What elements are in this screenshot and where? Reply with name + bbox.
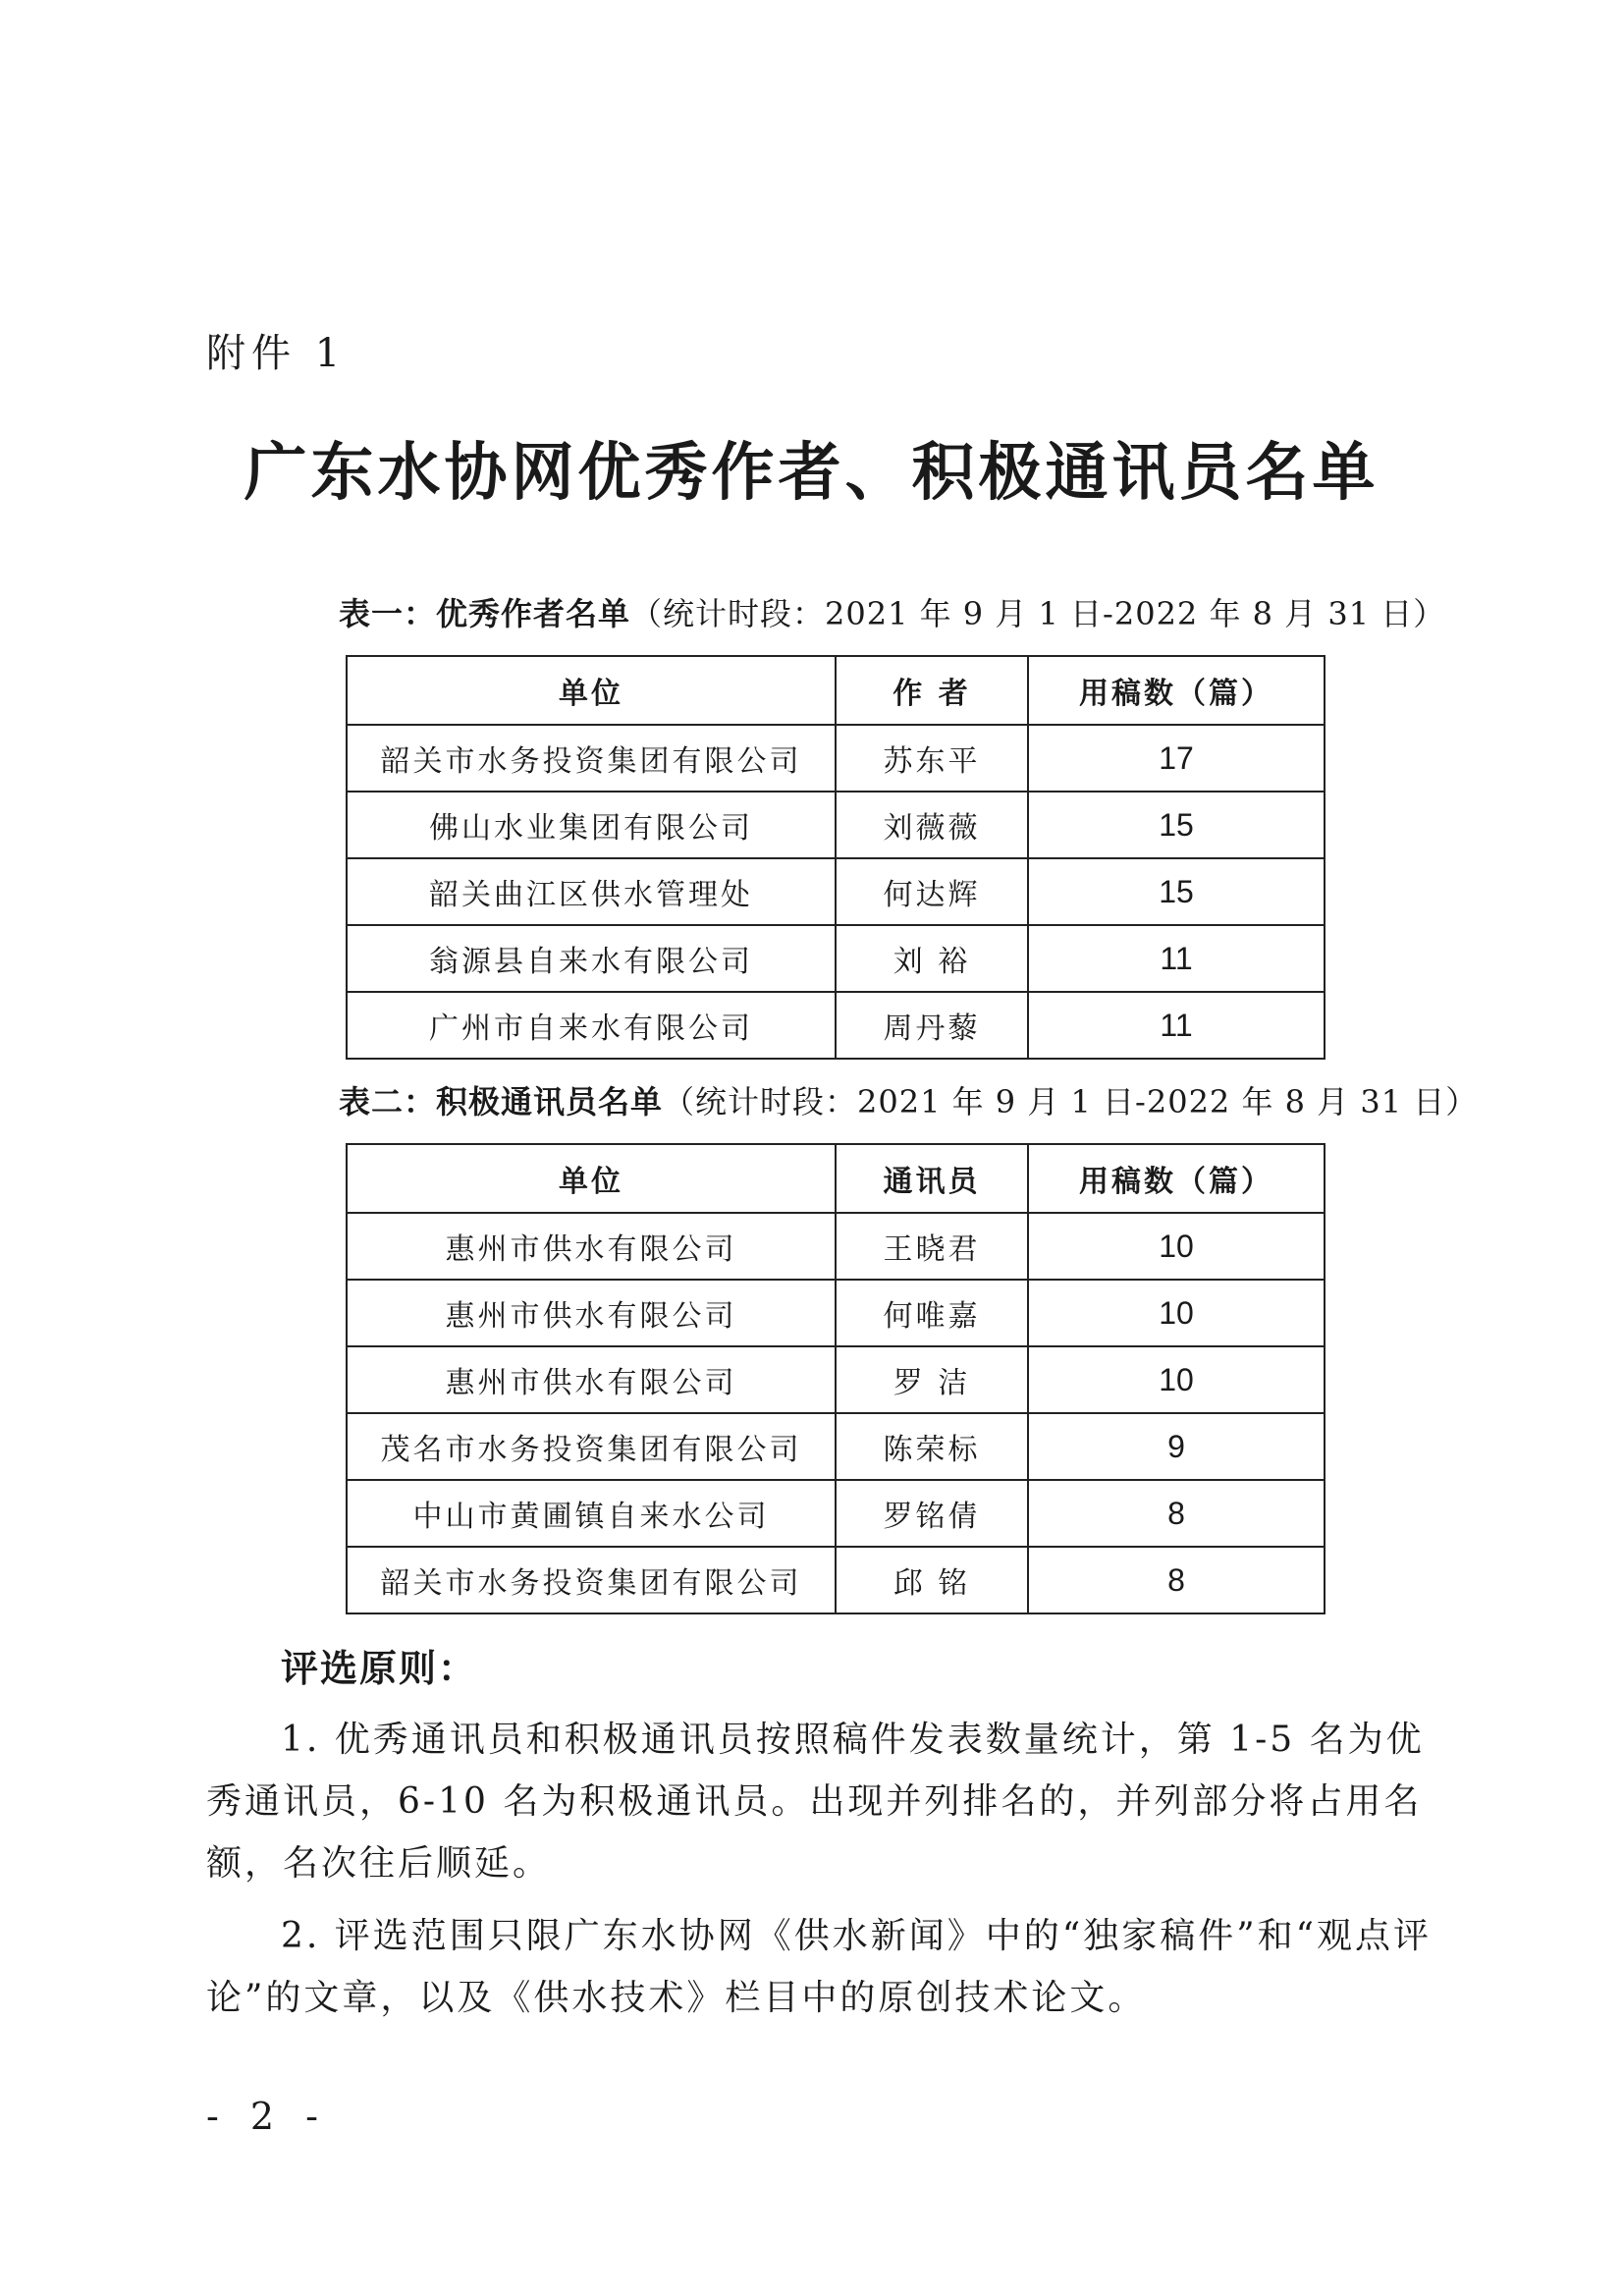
table-row xyxy=(347,792,1325,858)
table-row xyxy=(347,1413,1325,1480)
attachment-label: 附件 1 xyxy=(206,331,347,376)
table-row xyxy=(347,725,1325,792)
correspondent-cell: 罗 洁 xyxy=(836,1346,1028,1413)
unit-cell: 惠州市供水有限公司 xyxy=(347,1213,836,1280)
table-row xyxy=(347,1213,1325,1280)
table-row xyxy=(347,1547,1325,1613)
correspondent-cell: 何唯嘉 xyxy=(836,1280,1028,1346)
count-cell: 8 xyxy=(1028,1547,1325,1613)
author-cell: 何达辉 xyxy=(836,858,1028,925)
author-cell: 苏东平 xyxy=(836,725,1028,792)
count-cell: 11 xyxy=(1028,992,1325,1059)
unit-cell: 佛山水业集团有限公司 xyxy=(347,792,836,858)
count-cell: 10 xyxy=(1028,1280,1325,1346)
table2-caption-period: （统计时段：2021 年 9 月 1 日-2022 年 8 月 31 日） xyxy=(663,1083,1479,1121)
count-cell: 15 xyxy=(1028,792,1325,858)
count-cell: 9 xyxy=(1028,1413,1325,1480)
count-cell: 10 xyxy=(1028,1346,1325,1413)
column-header-correspondent: 通讯员 xyxy=(836,1144,1028,1213)
rule-paragraph-1: 1. 优秀通讯员和积极通讯员按照稿件发表数量统计，第 1-5 名为优秀通讯员，6-10 名为积极通讯员。出现并列排名的，并列部分将占用名额，名次往后顺延。 xyxy=(206,1720,1425,1884)
column-header-count: 用稿数（篇） xyxy=(1028,1144,1325,1213)
unit-cell: 茂名市水务投资集团有限公司 xyxy=(347,1413,836,1480)
correspondent-cell: 邱 铭 xyxy=(836,1547,1028,1613)
count-cell: 15 xyxy=(1028,858,1325,925)
unit-cell: 韶关市水务投资集团有限公司 xyxy=(347,725,836,792)
table-row xyxy=(347,925,1325,992)
table-header-row xyxy=(347,1144,1325,1213)
table-row xyxy=(347,858,1325,925)
column-header-author: 作 者 xyxy=(836,656,1028,725)
unit-cell: 惠州市供水有限公司 xyxy=(347,1280,836,1346)
document-title: 广东水协网优秀作者、积极通讯员名单 xyxy=(243,437,1380,510)
unit-cell: 韶关市水务投资集团有限公司 xyxy=(347,1547,836,1613)
count-cell: 10 xyxy=(1028,1213,1325,1280)
count-cell: 17 xyxy=(1028,725,1325,792)
author-cell: 周丹藜 xyxy=(836,992,1028,1059)
count-cell: 11 xyxy=(1028,925,1325,992)
table-row xyxy=(347,1346,1325,1413)
column-header-count: 用稿数（篇） xyxy=(1028,656,1325,725)
correspondent-cell: 陈荣标 xyxy=(836,1413,1028,1480)
page-number: - 2 - xyxy=(206,2095,329,2138)
table2-caption xyxy=(339,1077,1478,1122)
unit-cell: 韶关曲江区供水管理处 xyxy=(347,858,836,925)
outstanding-authors-table xyxy=(346,655,1325,1060)
rules-heading: 评选原则： xyxy=(281,1647,478,1690)
table1-caption-period: （统计时段：2021 年 9 月 1 日-2022 年 8 月 31 日） xyxy=(630,595,1446,632)
unit-cell: 惠州市供水有限公司 xyxy=(347,1346,836,1413)
correspondent-cell: 王晓君 xyxy=(836,1213,1028,1280)
correspondent-cell: 罗铭倩 xyxy=(836,1480,1028,1547)
count-cell: 8 xyxy=(1028,1480,1325,1547)
author-cell: 刘 裕 xyxy=(836,925,1028,992)
table-row xyxy=(347,1480,1325,1547)
author-cell: 刘薇薇 xyxy=(836,792,1028,858)
unit-cell: 广州市自来水有限公司 xyxy=(347,992,836,1059)
rule-paragraph-2: 2. 评选范围只限广东水协网《供水新闻》中的“独家稿件”和“观点评论”的文章，以及《供水技术》栏目中的原创技术论文。 xyxy=(206,1916,1433,2018)
table-row xyxy=(347,992,1325,1059)
column-header-unit: 单位 xyxy=(347,656,836,725)
table1-caption-title: 表一：优秀作者名单 xyxy=(339,595,631,632)
active-correspondents-table xyxy=(346,1143,1325,1614)
unit-cell: 中山市黄圃镇自来水公司 xyxy=(347,1480,836,1547)
column-header-unit: 单位 xyxy=(347,1144,836,1213)
table-header-row xyxy=(347,656,1325,725)
unit-cell: 翁源县自来水有限公司 xyxy=(347,925,836,992)
table1-caption xyxy=(339,589,1445,634)
table2-caption-title: 表二：积极通讯员名单 xyxy=(339,1083,664,1121)
table-row xyxy=(347,1280,1325,1346)
